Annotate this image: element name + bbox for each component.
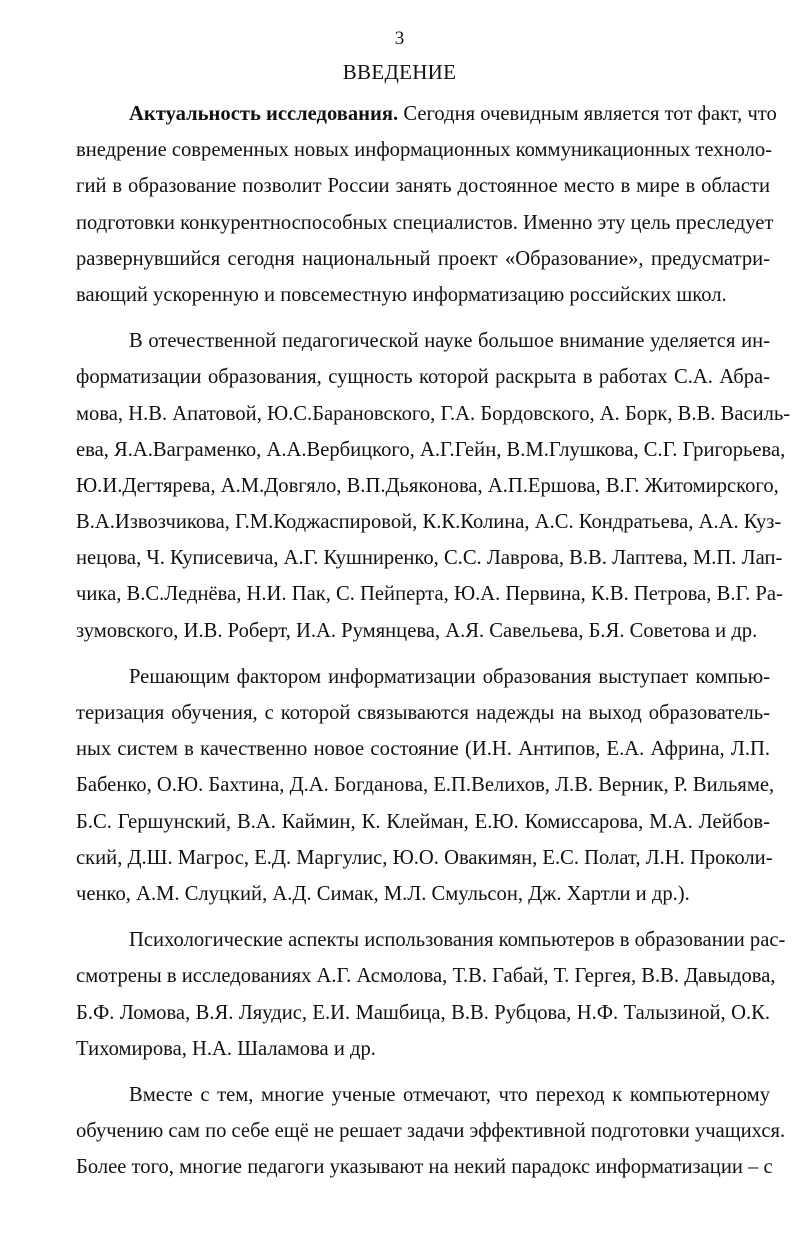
paragraph-line: подготовки конкурентноспособных специалистов. Именно эту цель преследует <box>76 211 774 234</box>
paragraph-line: Более того, многие педагоги указывают на некий парадокс информатизации – с <box>76 1156 773 1179</box>
page-title: ВВЕДЕНИЕ <box>342 60 457 84</box>
paragraph-line: Психологические аспекты использования компьютеров в образовании рас- <box>129 929 786 952</box>
paragraph-line: ных систем в качественно новое состояние (И.Н. Антипов, Е.А. Африна, Л.П. <box>76 738 770 761</box>
paragraph-psychological-aspects <box>76 922 786 1067</box>
paragraph-line: смотрены в исследованиях А.Г. Асмолова, Т.В. Габай, Т. Гергея, В.В. Давыдова, <box>76 965 776 988</box>
paragraph-line: Ю.И.Дегтярева, А.М.Довгяло, В.П.Дьяконова, А.П.Ершова, В.Г. Житомирского, <box>76 474 779 497</box>
paragraph-line: В.А.Извозчикова, Г.М.Коджаспировой, К.К.Колина, А.С. Кондратьева, А.А. Куз- <box>76 511 782 534</box>
paragraph-line: гий в образование позволит России занять достоянное место в мире в области <box>76 175 770 198</box>
paragraph-line: вающий ускоренную и повсеместную информатизацию российских школ. <box>76 283 727 306</box>
paragraph-line: форматизации образования, сущность которой раскрыта в работах С.А. Абра- <box>76 366 770 389</box>
paragraph-line: развернувшийся сегодня национальный проект «Образование», предусматри- <box>76 247 770 270</box>
paragraph-line: нецова, Ч. Куписевича, А.Г. Кушниренко, С.С. Лаврова, В.В. Лаптева, М.П. Лап- <box>76 547 783 570</box>
paragraph-paradox <box>76 1077 786 1186</box>
paragraph-line: мова, Н.В. Апатовой, Ю.С.Барановского, Г.А. Бордовского, А. Борк, В.В. Василь- <box>76 402 791 425</box>
paragraph-line: Актуальность исследования. Сегодня очевидным является тот факт, что <box>129 103 777 125</box>
paragraph-line: ева, Я.А.Ваграменко, А.А.Вербицкого, А.Г.Гейн, В.М.Глушкова, С.Г. Григорьева, <box>76 438 786 461</box>
paragraph-line: Б.Ф. Ломова, В.Я. Ляудис, Е.И. Машбица, В.В. Рубцова, Н.Ф. Талызиной, О.К. <box>76 1001 770 1024</box>
paragraph-relevance <box>76 96 777 313</box>
paragraph-line: чика, В.С.Леднёва, Н.И. Пак, С. Пейперта, Ю.А. Первина, К.В. Петрова, В.Г. Ра- <box>76 583 783 606</box>
paragraph-line: ченко, А.М. Слуцкий, А.Д. Симак, М.Л. Смульсон, Дж. Хартли и др.). <box>76 882 690 905</box>
paragraph-domestic-research <box>76 323 791 649</box>
paragraph-line: внедрение современных новых информационных коммуникационных техноло- <box>76 139 773 162</box>
paragraph-line: Бабенко, О.Ю. Бахтина, Д.А. Богданова, Е.П.Велихов, Л.В. Верник, Р. Вильяме, <box>76 774 775 797</box>
paragraph-line: Вместе с тем, многие ученые отмечают, что переход к компьютерному <box>129 1083 770 1106</box>
paragraph-line: Решающим фактором информатизации образования выступает компью- <box>129 665 770 688</box>
relevance-heading: Актуальность исследования. <box>129 103 399 125</box>
paragraph-line: Тихомирова, Н.А. Шаламова и др. <box>76 1037 376 1060</box>
paragraph-line: ский, Д.Ш. Магрос, Е.Д. Маргулис, Ю.О. Овакимян, Е.С. Полат, Л.Н. Проколи- <box>76 846 773 869</box>
paragraph-computerization <box>76 659 775 912</box>
document-body <box>76 96 791 1185</box>
paragraph-line: теризация обучения, с которой связываются надежды на выход образователь- <box>76 702 770 724</box>
paragraph-line: зумовского, И.В. Роберт, И.А. Румянцева, А.Я. Савельева, Б.Я. Советова и др. <box>76 619 758 642</box>
page-number: 3 <box>394 28 405 49</box>
paragraph-line: обучению сам по себе ещё не решает задачи эффективной подготовки учащихся. <box>76 1120 786 1143</box>
paragraph-line: Б.С. Гершунский, В.А. Каймин, К. Клейман, Е.Ю. Комиссарова, М.А. Лейбов- <box>76 810 770 833</box>
paragraph-line: В отечественной педагогической науке большое внимание уделяется ин- <box>129 330 770 353</box>
